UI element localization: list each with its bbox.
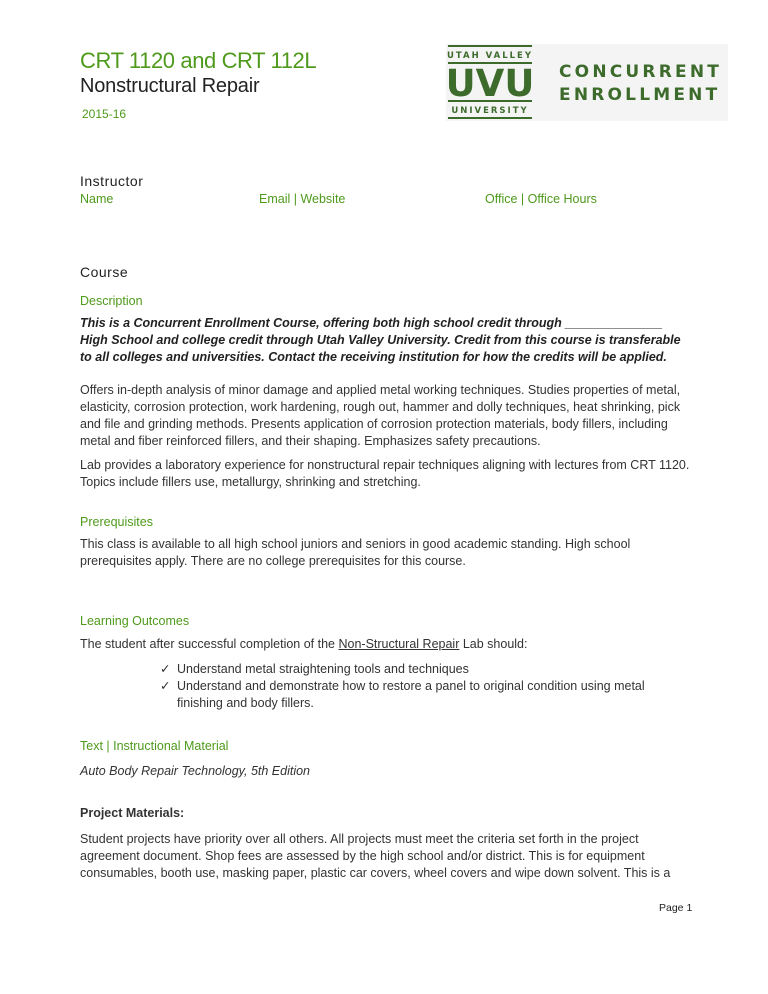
- project-materials-text: Student projects have priority over all others. All projects must meet the criteria set forth in the project agreement document. Shop fees are assessed by the high school and/or district. This is for equipment consumables, booth use, masking paper, plastic car covers, wheel covers and wipe down solvent. This is a: [80, 832, 671, 880]
- course-code: CRT 1120 and CRT 112L: [80, 48, 317, 73]
- instructor-office: Office | Office Hours: [485, 192, 597, 206]
- learning-outcomes-heading: Learning Outcomes: [80, 614, 190, 628]
- text-material-heading: Text | Instructional Material: [80, 739, 229, 753]
- course-heading: Course: [80, 264, 129, 280]
- outcomes-intro-pre: The student after successful completion of the: [80, 637, 339, 651]
- description-paragraph-1: Offers in-depth analysis of minor damage and applied metal working techniques. Studies properties of metal, elasticity, corrosion protection, work hardening, rough out, hammer and dolly techniques, heat shrinking, pick and file and grinding methods. Presents application of corrosion protection materials, body fillers, including metal and fiber reinforced fillers, and their shaping. Emphasizes safety precautions.: [80, 383, 681, 448]
- checkmark-icon: ✓: [160, 662, 171, 676]
- logo-line2: ENROLLMENT: [559, 85, 721, 105]
- description-heading: Description: [80, 294, 143, 308]
- outcome-text: Understand and demonstrate how to restore a panel to original condition using metal finishing and body fillers.: [177, 679, 645, 710]
- learning-outcomes-intro: [80, 636, 690, 653]
- instructor-heading: Instructor: [80, 173, 144, 189]
- prerequisites-heading: Prerequisites: [80, 515, 153, 529]
- logo-top-text: UTAH VALLEY: [446, 51, 534, 61]
- project-materials-heading: Project Materials:: [80, 806, 185, 820]
- prerequisites-text: This class is available to all high school juniors and seniors in good academic standing. High school prerequisites apply. There are no college prerequisites for this course.: [80, 537, 631, 568]
- uvu-concurrent-enrollment-logo: [446, 44, 728, 121]
- learning-outcomes-list: [160, 661, 680, 712]
- concurrent-notice: This is a Concurrent Enrollment Course, offering both high school credit through ______________ High School and college credit through Utah Valley University. Credit from this course is transferable to all colleges and universities. Contact the receiving institution for how the credits will be applied.: [80, 316, 681, 364]
- logo-bottom-text: UNIVERSITY: [451, 106, 529, 116]
- textbook-title: Auto Body Repair Technology, 5th Edition: [80, 764, 311, 778]
- logo-mark: UVU: [446, 62, 535, 105]
- logo-line1: CONCURRENT: [559, 62, 723, 82]
- course-year: 2015-16: [82, 107, 127, 121]
- instructor-contact: Email | Website: [259, 192, 346, 206]
- list-item: [160, 678, 680, 712]
- checkmark-icon: ✓: [160, 679, 171, 693]
- instructor-name: Name: [80, 192, 114, 206]
- course-name: Nonstructural Repair: [80, 75, 260, 97]
- list-item: [160, 661, 680, 678]
- outcome-text: Understand metal straightening tools and techniques: [177, 662, 469, 676]
- page-number: Page 1: [659, 902, 693, 914]
- description-paragraph-2: Lab provides a laboratory experience for nonstructural repair techniques aligning with lectures from CRT 1120. Topics include fillers use, metallurgy, shrinking and stretching.: [80, 458, 690, 489]
- outcomes-intro-post: Lab should:: [459, 637, 528, 651]
- outcomes-intro-course-link: Non-Structural Repair: [338, 637, 460, 651]
